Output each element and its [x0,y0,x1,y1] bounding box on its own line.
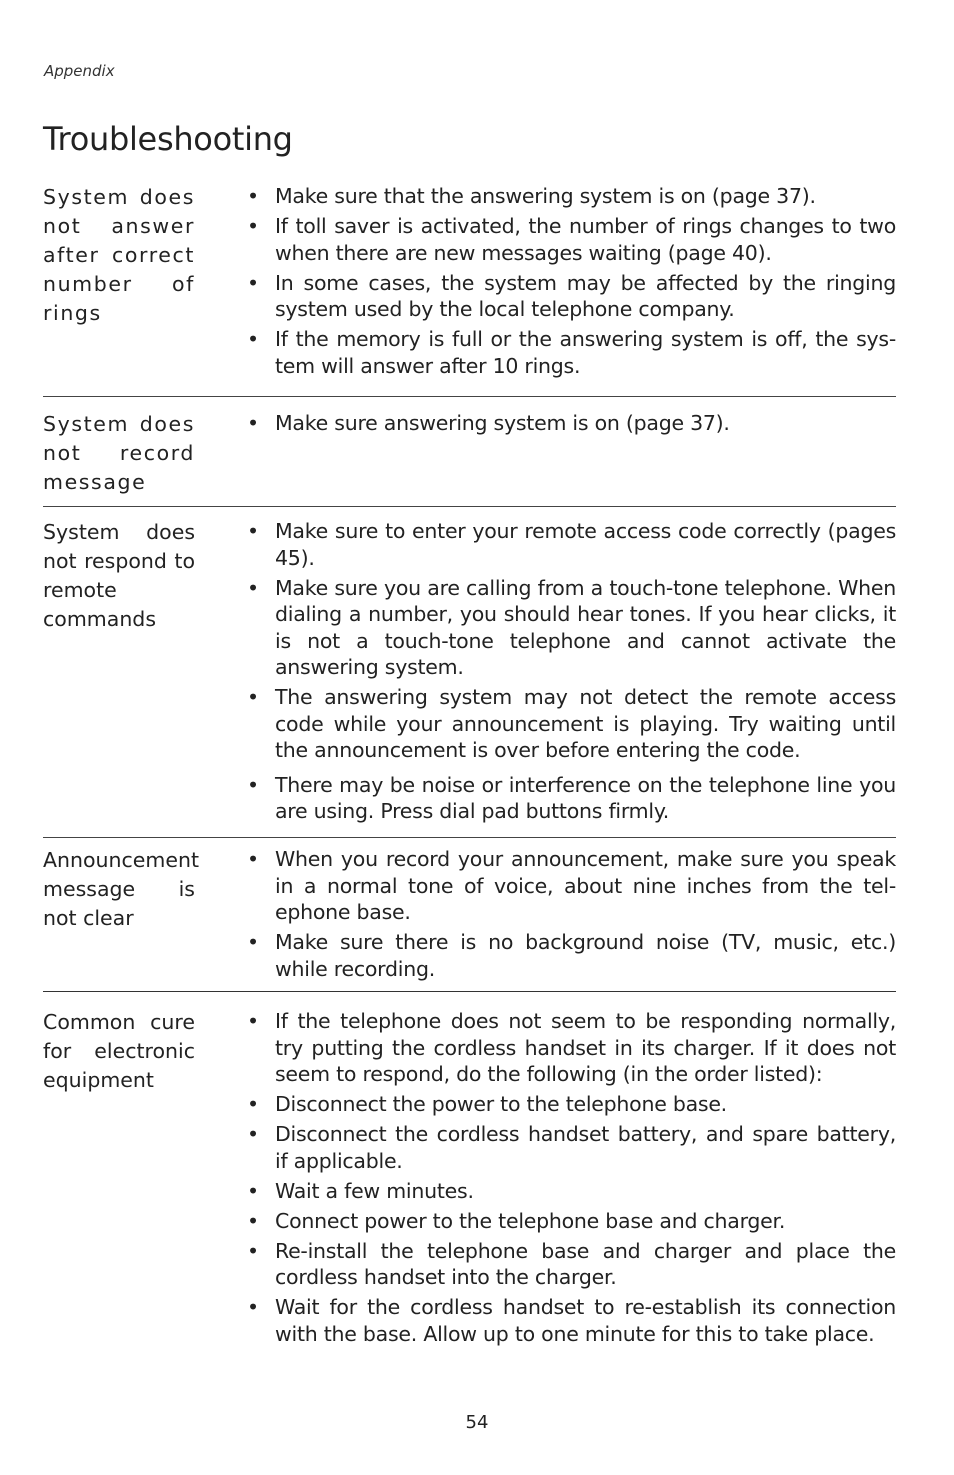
solution-item: • Make sure answering system is on (page 37). [247,410,896,437]
problem-title: System does not respond to remote commands [43,520,195,631]
solution-item: • Make sure you are calling from a touch-tone telephone. When dialing a number, you should hear tones. If you hear clicks, it is not a touch-tone telephone and cannot activate the answering system. [247,575,896,681]
section-label: Appendix [44,62,115,80]
problem-title: System does not record message [43,412,195,494]
row-divider [43,837,896,838]
problem-title: Common cure for electronic equipment [43,1010,195,1092]
solution-item: • Wait a few minutes. [247,1178,896,1205]
row-divider [43,991,896,992]
problem-title: System does not answer after correct number of rings [43,185,195,325]
solution-list [247,1008,896,1351]
solution-item: • Disconnect the cordless handset battery, and spare battery, if applicable. [247,1121,896,1174]
solution-item: • When you record your announcement, make sure you speak in a normal tone of voice, about nine inches from the tel-ephone base. [247,846,896,926]
solution-list [247,183,896,383]
solution-item: • Re-install the telephone base and charger and place the cordless handset into the charger. [247,1238,896,1291]
solution-item: • The answering system may not detect the remote access code while your announcement is playing. Try waiting until the announcement is over before entering the code. [247,684,896,764]
row-divider [43,506,896,507]
page-title: Troubleshooting [43,120,293,158]
solution-item: • Wait for the cordless handset to re-establish its connection with the base. Allow up to one minute for this to take place. [247,1294,896,1347]
solution-item: • If toll saver is activated, the number of rings changes to two when there are new messages waiting (page 40). [247,213,896,266]
solution-item: • Make sure to enter your remote access code correctly (pages 45). [247,518,896,571]
solution-item: • In some cases, the system may be affected by the ringing system used by the local telephone company. [247,270,896,323]
page-number: 54 [465,1412,489,1433]
solution-item: • Connect power to the telephone base and charger. [247,1208,896,1235]
row-divider [43,396,896,397]
solution-list [247,518,896,828]
solution-item: • There may be noise or interference on the telephone line you are using. Press dial pad buttons firmly. [247,772,896,825]
solution-item: • Make sure there is no background noise (TV, music, etc.) while recording. [247,929,896,982]
solution-item: • If the memory is full or the answering system is off, the sys-tem will answer after 10 rings. [247,326,896,379]
solution-item: • If the telephone does not seem to be responding normally, try putting the cordless handset in its charger. If it does not seem to respond, do the following (in the order listed): [247,1008,896,1088]
solution-list [247,846,896,986]
solution-list [247,410,896,440]
solution-item: • Make sure that the answering system is on (page 37). [247,183,896,210]
solution-item: • Disconnect the power to the telephone base. [247,1091,896,1118]
problem-title: Announcement message is not clear [43,848,200,930]
